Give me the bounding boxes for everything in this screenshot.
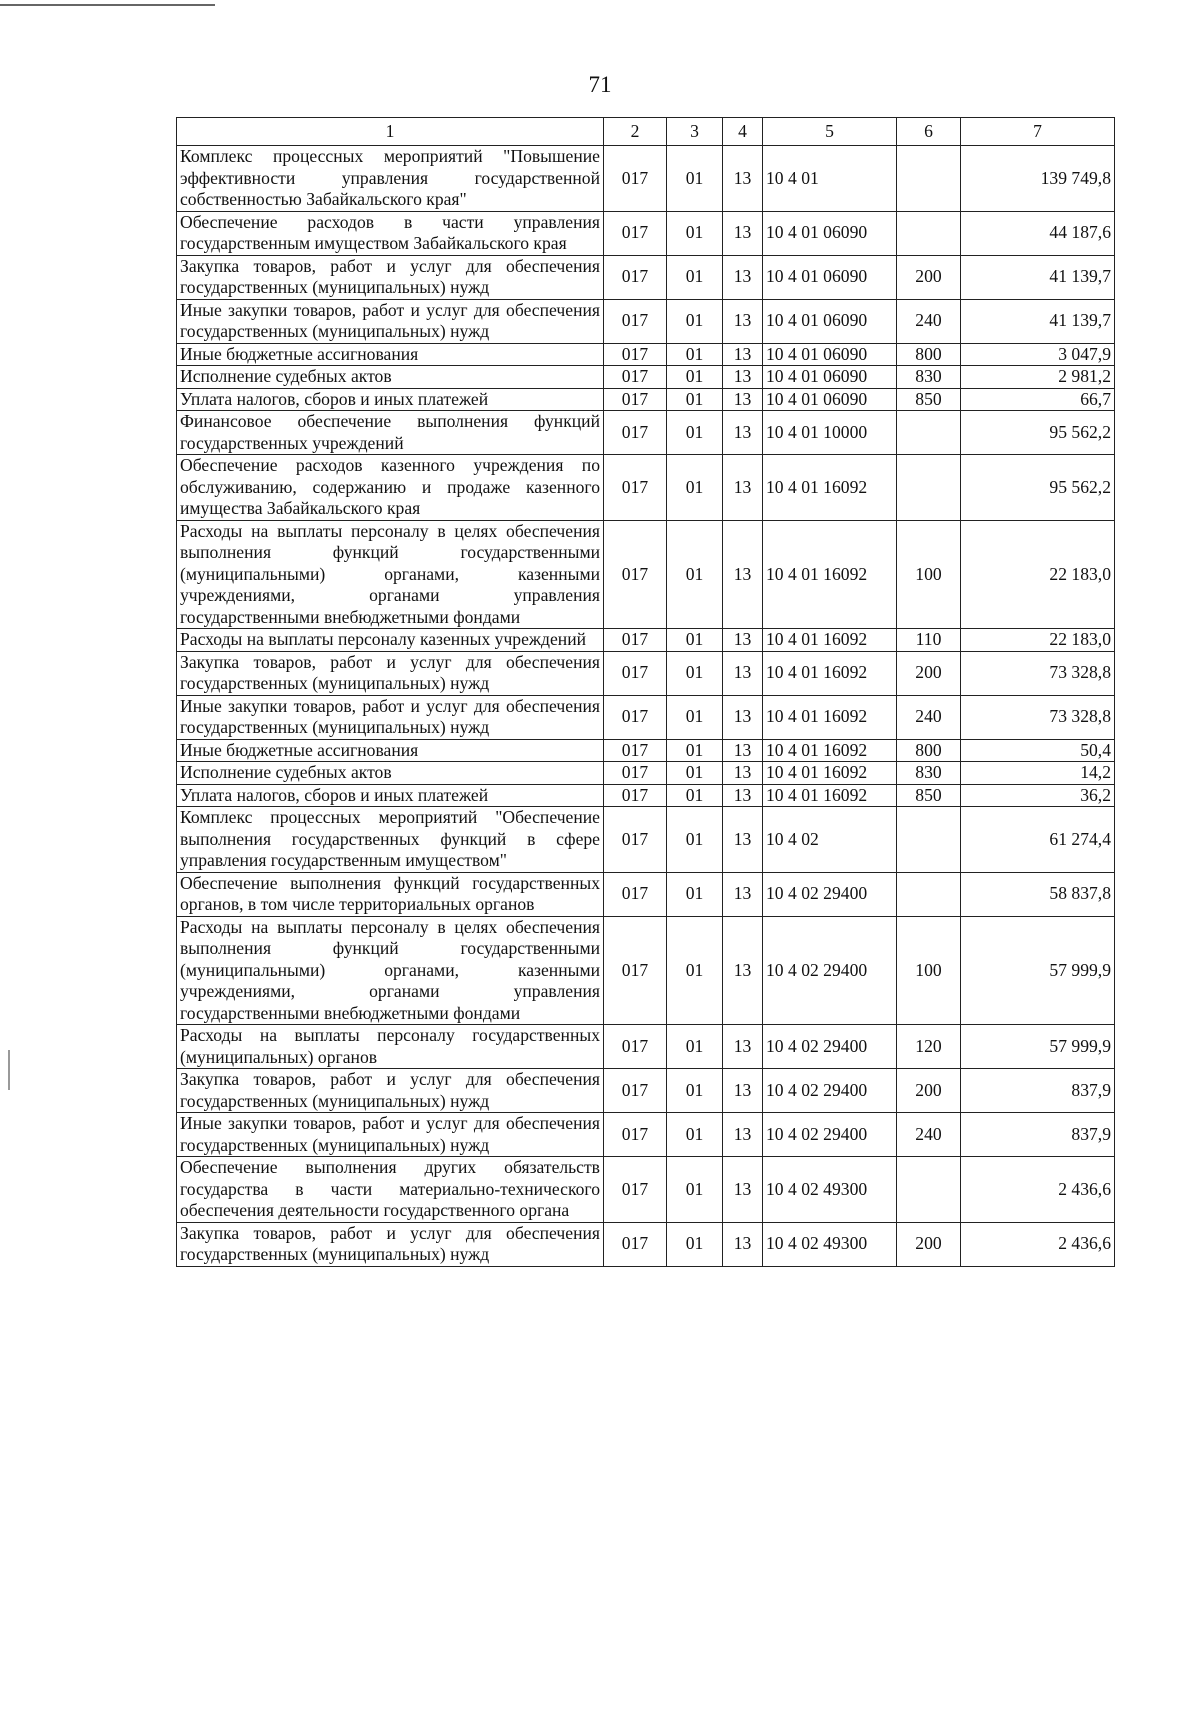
cell-expense-type [897, 411, 961, 455]
cell-ministry-code: 017 [604, 388, 667, 411]
cell-expense-type: 200 [897, 1069, 961, 1113]
row-name: Закупка товаров, работ и услуг для обеспечения государственных (муниципальных) нужд [177, 1222, 604, 1266]
cell-ministry-code: 017 [604, 299, 667, 343]
cell-subsection-code: 13 [723, 255, 763, 299]
cell-ministry-code: 017 [604, 784, 667, 807]
table-row [177, 299, 1115, 343]
cell-amount: 837,9 [961, 1113, 1115, 1157]
cell-ministry-code: 017 [604, 455, 667, 521]
cell-amount: 73 328,8 [961, 651, 1115, 695]
row-name: Закупка товаров, работ и услуг для обеспечения государственных (муниципальных) нужд [177, 255, 604, 299]
cell-section-code: 01 [667, 1069, 723, 1113]
table-row [177, 784, 1115, 807]
cell-amount: 57 999,9 [961, 916, 1115, 1025]
table-row [177, 1069, 1115, 1113]
cell-expense-type: 110 [897, 629, 961, 652]
cell-expense-type: 830 [897, 762, 961, 785]
cell-section-code: 01 [667, 520, 723, 629]
cell-target-article: 10 4 02 29400 [763, 1113, 897, 1157]
cell-section-code: 01 [667, 629, 723, 652]
cell-target-article: 10 4 02 29400 [763, 916, 897, 1025]
cell-subsection-code: 13 [723, 388, 763, 411]
cell-ministry-code: 017 [604, 146, 667, 212]
header-row [177, 118, 1115, 146]
cell-expense-type [897, 146, 961, 212]
cell-subsection-code: 13 [723, 629, 763, 652]
cell-subsection-code: 13 [723, 411, 763, 455]
row-name: Расходы на выплаты персоналу государственных (муниципальных) органов [177, 1025, 604, 1069]
cell-section-code: 01 [667, 1113, 723, 1157]
cell-expense-type [897, 1157, 961, 1223]
cell-target-article: 10 4 02 49300 [763, 1222, 897, 1266]
cell-expense-type: 100 [897, 916, 961, 1025]
cell-target-article: 10 4 01 16092 [763, 651, 897, 695]
cell-subsection-code: 13 [723, 366, 763, 389]
row-name: Обеспечение выполнения функций государственных органов, в том числе территориальных органов [177, 872, 604, 916]
cell-subsection-code: 13 [723, 651, 763, 695]
cell-section-code: 01 [667, 762, 723, 785]
cell-amount: 58 837,8 [961, 872, 1115, 916]
cell-subsection-code: 13 [723, 1157, 763, 1223]
page-number: 71 [588, 72, 612, 97]
cell-section-code: 01 [667, 146, 723, 212]
row-name: Иные бюджетные ассигнования [177, 343, 604, 366]
cell-expense-type [897, 872, 961, 916]
cell-target-article: 10 4 01 16092 [763, 695, 897, 739]
cell-ministry-code: 017 [604, 343, 667, 366]
table-row [177, 629, 1115, 652]
row-name: Иные закупки товаров, работ и услуг для обеспечения государственных (муниципальных) нужд [177, 299, 604, 343]
cell-target-article: 10 4 01 16092 [763, 739, 897, 762]
cell-section-code: 01 [667, 739, 723, 762]
cell-expense-type: 800 [897, 343, 961, 366]
cell-target-article: 10 4 01 06090 [763, 343, 897, 366]
table-row [177, 916, 1115, 1025]
cell-target-article: 10 4 02 [763, 807, 897, 873]
cell-amount: 73 328,8 [961, 695, 1115, 739]
cell-target-article: 10 4 01 16092 [763, 629, 897, 652]
column-header: 4 [723, 118, 763, 146]
cell-target-article: 10 4 01 16092 [763, 455, 897, 521]
cell-ministry-code: 017 [604, 1113, 667, 1157]
cell-amount: 3 047,9 [961, 343, 1115, 366]
cell-expense-type: 200 [897, 651, 961, 695]
cell-section-code: 01 [667, 1222, 723, 1266]
cell-ministry-code: 017 [604, 629, 667, 652]
cell-ministry-code: 017 [604, 651, 667, 695]
table-row [177, 366, 1115, 389]
cell-target-article: 10 4 01 16092 [763, 784, 897, 807]
cell-target-article: 10 4 02 29400 [763, 1069, 897, 1113]
row-name: Иные закупки товаров, работ и услуг для обеспечения государственных (муниципальных) нужд [177, 1113, 604, 1157]
cell-subsection-code: 13 [723, 916, 763, 1025]
cell-subsection-code: 13 [723, 762, 763, 785]
row-name: Уплата налогов, сборов и иных платежей [177, 388, 604, 411]
table-row [177, 1222, 1115, 1266]
cell-subsection-code: 13 [723, 1069, 763, 1113]
cell-subsection-code: 13 [723, 807, 763, 873]
table-row [177, 1157, 1115, 1223]
table-row [177, 807, 1115, 873]
cell-target-article: 10 4 01 06090 [763, 388, 897, 411]
cell-ministry-code: 017 [604, 520, 667, 629]
cell-expense-type: 800 [897, 739, 961, 762]
cell-amount: 2 436,6 [961, 1222, 1115, 1266]
cell-expense-type: 100 [897, 520, 961, 629]
cell-ministry-code: 017 [604, 807, 667, 873]
cell-amount: 22 183,0 [961, 520, 1115, 629]
cell-target-article: 10 4 01 [763, 146, 897, 212]
cell-target-article: 10 4 01 16092 [763, 762, 897, 785]
cell-expense-type: 240 [897, 299, 961, 343]
cell-amount: 61 274,4 [961, 807, 1115, 873]
scan-artifact-mark [8, 1050, 10, 1090]
cell-target-article: 10 4 02 29400 [763, 872, 897, 916]
cell-expense-type: 200 [897, 255, 961, 299]
cell-target-article: 10 4 01 06090 [763, 299, 897, 343]
table-row [177, 651, 1115, 695]
cell-section-code: 01 [667, 255, 723, 299]
cell-subsection-code: 13 [723, 299, 763, 343]
cell-amount: 50,4 [961, 739, 1115, 762]
row-name: Закупка товаров, работ и услуг для обеспечения государственных (муниципальных) нужд [177, 651, 604, 695]
scan-artifact-line [0, 4, 215, 6]
cell-expense-type [897, 211, 961, 255]
cell-expense-type: 850 [897, 388, 961, 411]
row-name: Обеспечение расходов казенного учреждения по обслуживанию, содержанию и продаже казенного имущества Забайкальского края [177, 455, 604, 521]
cell-subsection-code: 13 [723, 1113, 763, 1157]
cell-section-code: 01 [667, 1157, 723, 1223]
row-name: Исполнение судебных актов [177, 366, 604, 389]
cell-target-article: 10 4 01 10000 [763, 411, 897, 455]
table-row [177, 695, 1115, 739]
cell-expense-type: 850 [897, 784, 961, 807]
row-name: Комплекс процессных мероприятий "Повышение эффективности управления государственной собственностью Забайкальского края" [177, 146, 604, 212]
column-header: 3 [667, 118, 723, 146]
cell-subsection-code: 13 [723, 1025, 763, 1069]
cell-section-code: 01 [667, 343, 723, 366]
row-name: Иные бюджетные ассигнования [177, 739, 604, 762]
cell-section-code: 01 [667, 695, 723, 739]
cell-amount: 2 981,2 [961, 366, 1115, 389]
cell-amount: 41 139,7 [961, 255, 1115, 299]
cell-section-code: 01 [667, 388, 723, 411]
cell-subsection-code: 13 [723, 739, 763, 762]
cell-expense-type [897, 455, 961, 521]
cell-ministry-code: 017 [604, 1157, 667, 1223]
table-row [177, 255, 1115, 299]
cell-ministry-code: 017 [604, 366, 667, 389]
table-row [177, 739, 1115, 762]
cell-amount: 44 187,6 [961, 211, 1115, 255]
cell-expense-type: 200 [897, 1222, 961, 1266]
column-header: 2 [604, 118, 667, 146]
row-name: Иные закупки товаров, работ и услуг для обеспечения государственных (муниципальных) нужд [177, 695, 604, 739]
cell-expense-type: 240 [897, 1113, 961, 1157]
table-row [177, 872, 1115, 916]
row-name: Расходы на выплаты персоналу в целях обеспечения выполнения функций государственными (муниципальными) органами, казенными учреждениями, органами управления государственными внебюджетными фондами [177, 520, 604, 629]
table-row [177, 411, 1115, 455]
cell-ministry-code: 017 [604, 872, 667, 916]
cell-section-code: 01 [667, 651, 723, 695]
cell-target-article: 10 4 01 16092 [763, 520, 897, 629]
table-row [177, 455, 1115, 521]
cell-expense-type: 120 [897, 1025, 961, 1069]
cell-ministry-code: 017 [604, 411, 667, 455]
cell-expense-type: 830 [897, 366, 961, 389]
column-header: 6 [897, 118, 961, 146]
column-header: 5 [763, 118, 897, 146]
cell-section-code: 01 [667, 299, 723, 343]
cell-amount: 139 749,8 [961, 146, 1115, 212]
table-row [177, 388, 1115, 411]
cell-section-code: 01 [667, 366, 723, 389]
cell-expense-type: 240 [897, 695, 961, 739]
cell-subsection-code: 13 [723, 1222, 763, 1266]
cell-amount: 57 999,9 [961, 1025, 1115, 1069]
cell-ministry-code: 017 [604, 1025, 667, 1069]
cell-amount: 36,2 [961, 784, 1115, 807]
row-name: Расходы на выплаты персоналу казенных учреждений [177, 629, 604, 652]
cell-subsection-code: 13 [723, 211, 763, 255]
cell-subsection-code: 13 [723, 784, 763, 807]
cell-amount: 14,2 [961, 762, 1115, 785]
table-row [177, 762, 1115, 785]
cell-section-code: 01 [667, 1025, 723, 1069]
table-row [177, 1113, 1115, 1157]
row-name: Закупка товаров, работ и услуг для обеспечения государственных (муниципальных) нужд [177, 1069, 604, 1113]
budget-table [176, 117, 1115, 1267]
column-header: 1 [177, 118, 604, 146]
cell-expense-type [897, 807, 961, 873]
cell-ministry-code: 017 [604, 762, 667, 785]
cell-target-article: 10 4 02 49300 [763, 1157, 897, 1223]
cell-subsection-code: 13 [723, 695, 763, 739]
table-row [177, 1025, 1115, 1069]
cell-subsection-code: 13 [723, 520, 763, 629]
row-name: Расходы на выплаты персоналу в целях обеспечения выполнения функций государственными (муниципальными) органами, казенными учреждениями, органами управления государственными внебюджетными фондами [177, 916, 604, 1025]
row-name: Финансовое обеспечение выполнения функций государственных учреждений [177, 411, 604, 455]
cell-amount: 95 562,2 [961, 455, 1115, 521]
row-name: Обеспечение выполнения других обязательств государства в части материально-технического обеспечения деятельности государственного органа [177, 1157, 604, 1223]
cell-section-code: 01 [667, 455, 723, 521]
cell-amount: 41 139,7 [961, 299, 1115, 343]
row-name: Комплекс процессных мероприятий "Обеспечение выполнения государственных функций в сфере управления государственным имуществом" [177, 807, 604, 873]
table-row [177, 520, 1115, 629]
cell-target-article: 10 4 01 06090 [763, 255, 897, 299]
cell-subsection-code: 13 [723, 343, 763, 366]
cell-section-code: 01 [667, 916, 723, 1025]
row-name: Обеспечение расходов в части управления государственным имуществом Забайкальского края [177, 211, 604, 255]
cell-ministry-code: 017 [604, 1222, 667, 1266]
cell-amount: 2 436,6 [961, 1157, 1115, 1223]
cell-section-code: 01 [667, 872, 723, 916]
cell-ministry-code: 017 [604, 739, 667, 762]
row-name: Исполнение судебных актов [177, 762, 604, 785]
table-row [177, 146, 1115, 212]
table-row [177, 211, 1115, 255]
cell-ministry-code: 017 [604, 255, 667, 299]
cell-ministry-code: 017 [604, 695, 667, 739]
cell-amount: 95 562,2 [961, 411, 1115, 455]
cell-section-code: 01 [667, 807, 723, 873]
table-row [177, 343, 1115, 366]
column-header: 7 [961, 118, 1115, 146]
cell-section-code: 01 [667, 784, 723, 807]
cell-ministry-code: 017 [604, 916, 667, 1025]
cell-amount: 66,7 [961, 388, 1115, 411]
cell-target-article: 10 4 02 29400 [763, 1025, 897, 1069]
cell-subsection-code: 13 [723, 455, 763, 521]
cell-subsection-code: 13 [723, 872, 763, 916]
cell-section-code: 01 [667, 211, 723, 255]
cell-target-article: 10 4 01 06090 [763, 366, 897, 389]
cell-subsection-code: 13 [723, 146, 763, 212]
cell-ministry-code: 017 [604, 211, 667, 255]
cell-amount: 837,9 [961, 1069, 1115, 1113]
cell-ministry-code: 017 [604, 1069, 667, 1113]
cell-amount: 22 183,0 [961, 629, 1115, 652]
row-name: Уплата налогов, сборов и иных платежей [177, 784, 604, 807]
cell-target-article: 10 4 01 06090 [763, 211, 897, 255]
cell-section-code: 01 [667, 411, 723, 455]
